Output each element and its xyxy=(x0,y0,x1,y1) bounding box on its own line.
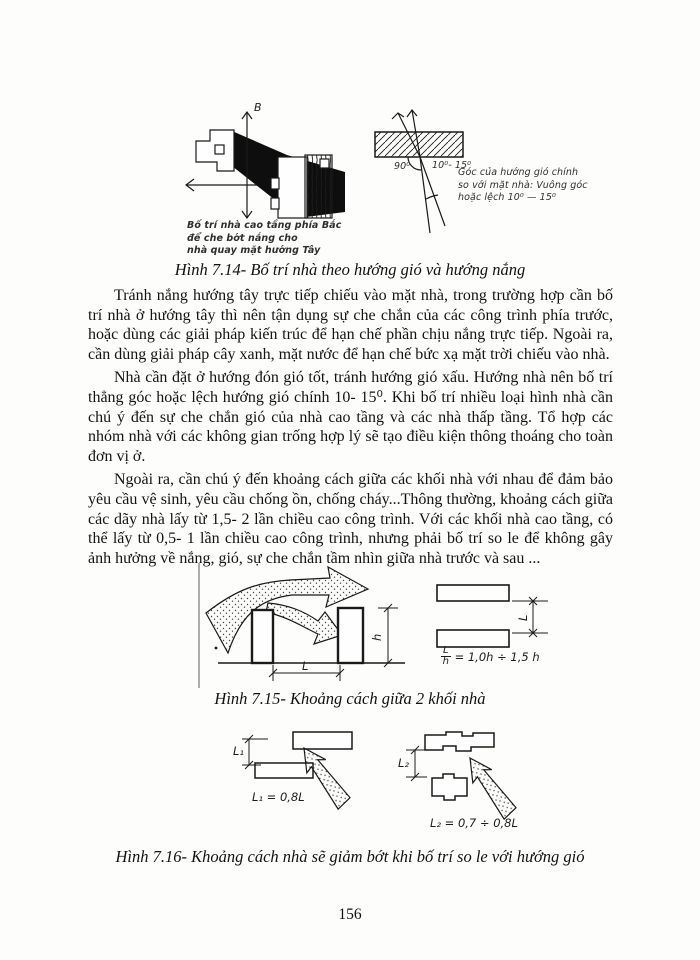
paragraph-2: Nhà cần đặt ở hướng đón gió tốt, tránh hướng gió xấu. Hướng nhà nên bố trí thẳng góc hoặc lệch hướng gió chính 10- 15⁰. Khi bố trí nhiều loại hình nhà cần chú ý đến sự che chắn gió của nhà cao tầng và các nhà thấp tầng. Tổ hợp các nhóm nhà với các không gian trống hợp lý sẽ tạo điều kiện thông thoáng cho toàn đơn vị ở. xyxy=(88,369,613,465)
wind-arrow-right xyxy=(461,751,518,824)
building-section-1 xyxy=(252,610,273,663)
figure-7-16-caption: Hình 7.16- Khoảng cách nhà sẽ giảm bớt khi bố trí so le với hướng gió xyxy=(115,847,585,866)
building-b xyxy=(278,157,307,218)
angle-90-label: 90⁰ xyxy=(394,161,411,172)
staggered-slab-bottom xyxy=(255,763,313,778)
dim-L-label: L xyxy=(302,659,309,673)
body-text xyxy=(88,286,613,572)
north-direction-label: B xyxy=(254,101,262,114)
fig716-formula-right: L₂ = 0,7 ÷ 0,8L xyxy=(430,816,518,830)
paragraph-3: Ngoài ra, cần chú ý đến khoảng cách giữa các khối nhà với nhau để đảm bảo yêu cầu vệ sinh, yêu cầu chống ồn, chống cháy...Thông thường, khoảng cách giữa các dãy nhà lấy từ 1,5- 2 lần chiều cao công trình. Với các khối nhà cao tầng, có thể lấy từ 0,5- 1 lần chiều cao công trình, nhưng phải bố trí so le để không gây ảnh hưởng về nắng, gió, sự che chắn tầm nhìn giữa nhà trước và sau ... xyxy=(88,471,613,567)
figure-7-16-drawing xyxy=(0,725,700,843)
building-shadow-diagram xyxy=(186,112,345,218)
dim-h-label: h xyxy=(370,633,384,641)
slab-plan-1 xyxy=(437,585,509,601)
dimension-L2 xyxy=(406,746,431,781)
paragraph-1: Tránh nắng hướng tây trực tiếp chiếu vào mặt nhà, trong trường hợp cần bố trí nhà ở hướng tây thì nên tận dụng sự che chắn của các công trình phía trước, hoặc dùng các giải pháp kiến trúc để hạn chế phần chịu nắng trực tiếp. Ngoài ra, cần dùng giải pháp cây xanh, mặt nước để hạn chế bức xạ mặt trời chiếu vào nhà. xyxy=(88,287,613,363)
fig714-right-annotation: Góc của hướng gió chính so với mặt nhà: Vuông góc hoặc lệch 10⁰ — 15⁰ xyxy=(458,167,588,203)
notched-block-bottom xyxy=(432,774,467,800)
dim-L1-label: L₁ xyxy=(233,744,245,758)
notched-block-top xyxy=(425,732,494,751)
dim-L2-label: L₂ xyxy=(398,756,410,770)
fig716-formula-left: L₁ = 0,8L xyxy=(252,790,305,804)
figure-7-15-caption: Hình 7.15- Khoảng cách giữa 2 khối nhà xyxy=(214,689,486,708)
dim-L-right-label: L xyxy=(516,614,530,621)
wind-arrow-branch xyxy=(266,603,342,644)
figure-7-14-drawing xyxy=(0,100,700,262)
angle-range-label: 10⁰- 15⁰ xyxy=(432,160,472,171)
fig714-left-annotation: Bố trí nhà cao tầng phía Bắc để che bớt nắng cho nhà quay mặt hướng Tây xyxy=(187,220,342,256)
building-section-2 xyxy=(338,608,363,663)
figure-7-14-caption: Hình 7.14- Bố trí nhà theo hướng gió và hướng nắng xyxy=(174,260,526,279)
page-number: 156 xyxy=(338,906,362,923)
staggered-slab-top xyxy=(293,732,352,749)
figure-7-15-drawing xyxy=(0,555,700,695)
fig715-formula: $\frac{L}{h}$ = 1,0h ÷ 1,5 h xyxy=(442,645,540,667)
